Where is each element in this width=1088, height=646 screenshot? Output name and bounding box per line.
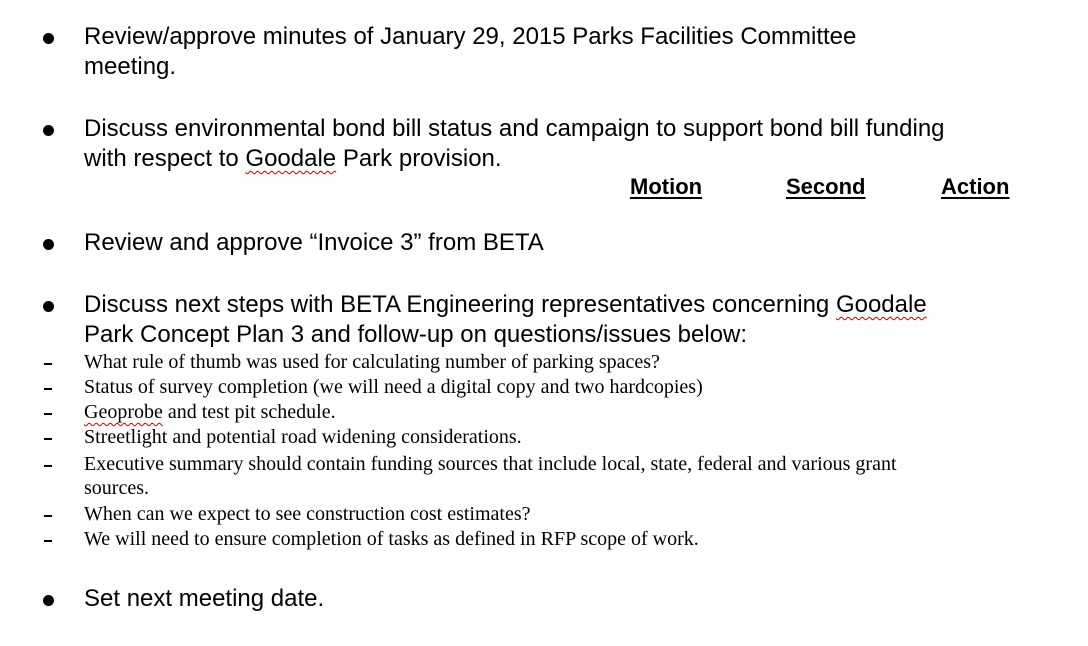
agenda-item-bond-bill: [0, 114, 1088, 176]
agenda-item-text: [84, 114, 1024, 174]
agenda-item-beta-next-steps: [0, 290, 1088, 352]
agenda-item-text: [84, 22, 1024, 82]
agenda-item-line: [84, 290, 1024, 320]
second-column-header: Second: [786, 174, 866, 199]
sub-item-line: Executive summary should contain funding sources that include local, state, federal and various grant: [84, 453, 897, 475]
sub-item-line: sources.: [84, 477, 149, 499]
agenda-item-line: Review and approve “Invoice 3” from BETA: [84, 229, 544, 256]
agenda-item-line: [84, 144, 1024, 174]
sub-item-text: Status of survey completion (we will need a digital copy and two hardcopies): [84, 376, 703, 398]
agenda-item-line: Review/approve minutes of January 29, 2015 Parks Facilities Committee: [84, 23, 857, 50]
spelling-flagged-word: Goodale: [835, 291, 927, 318]
spelling-flagged-word: Goodale: [245, 145, 337, 172]
sub-item-cost-estimates: [0, 502, 1088, 527]
bullet-icon: [43, 595, 54, 606]
text-span: and test pit schedule.: [162, 401, 336, 423]
bullet-icon: [43, 239, 54, 250]
sub-item-streetlight: [0, 425, 1088, 450]
sub-item-survey: [0, 375, 1088, 400]
dash-icon: [44, 540, 52, 542]
text-span: Park provision.: [336, 145, 502, 172]
sub-item-executive-summary: [0, 452, 1088, 500]
sub-item-text: When can we expect to see construction cost estimates?: [84, 503, 531, 525]
action-column-header: Action: [941, 174, 1010, 199]
spelling-flagged-word: Geoprobe: [84, 401, 163, 423]
dash-icon: [44, 363, 52, 365]
sub-item-text: We will need to ensure completion of tasks as defined in RFP scope of work.: [84, 528, 699, 550]
agenda-item-line: Discuss environmental bond bill status and campaign to support bond bill funding: [84, 115, 945, 142]
bullet-icon: [43, 33, 54, 44]
agenda-item-minutes: [0, 22, 1088, 84]
agenda-item-text: [84, 228, 1024, 258]
agenda-item-text: [84, 290, 1024, 350]
agenda-item-line: meeting.: [84, 53, 177, 80]
sub-item-parking: [0, 350, 1088, 375]
sub-item-rfp-scope: [0, 527, 1088, 552]
sub-item-text: What rule of thumb was used for calculating number of parking spaces?: [84, 351, 660, 373]
sub-item-text: Streetlight and potential road widening considerations.: [84, 426, 522, 448]
sub-item-text: [84, 400, 984, 425]
text-span: with respect to: [84, 145, 246, 172]
text-span: Discuss next steps with BETA Engineering representatives concerning: [84, 291, 836, 318]
motion-column-header: Motion: [630, 174, 703, 199]
sub-item-text: [84, 452, 984, 500]
dash-icon: [44, 388, 52, 390]
sub-item-geoprobe: [0, 400, 1088, 425]
dash-icon: [44, 465, 52, 467]
agenda-item-invoice: [0, 228, 1088, 260]
agenda-item-line: Set next meeting date.: [84, 585, 325, 612]
dash-icon: [44, 413, 52, 415]
dash-icon: [44, 438, 52, 440]
agenda-item-next-meeting: [0, 584, 1088, 616]
bullet-icon: [43, 125, 54, 136]
agenda-item-line: Park Concept Plan 3 and follow-up on questions/issues below:: [84, 321, 748, 348]
dash-icon: [44, 515, 52, 517]
agenda-item-text: [84, 584, 1024, 614]
bullet-icon: [43, 301, 54, 312]
